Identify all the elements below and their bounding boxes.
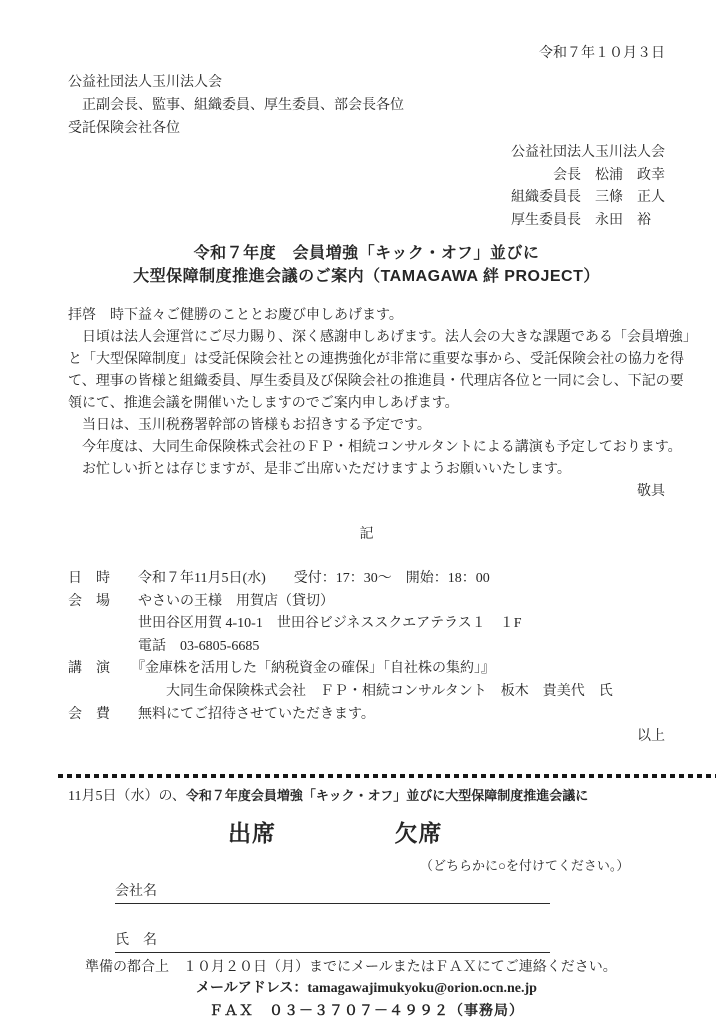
detail-lecture-title: 講 演 『金庫株を活用した「納税資金の確保」「自社株の集約」』: [68, 661, 495, 677]
reply-intro-bold: 令和７年度会員増強「キック・オフ」並びに大型保障制度推進会議に: [185, 788, 589, 804]
dotted-separator: [58, 774, 716, 778]
reply-intro-plain: 11月5日（水）の、: [68, 789, 186, 805]
detail-datetime: 日 時 令和７年11月5日(水) 受付：17：30～ 開始：18：00: [68, 571, 490, 586]
attend-option: 出席: [228, 820, 276, 847]
contact-email: メールアドレス：tamagawajimukyoku@orion.ocn.ne.jp: [196, 981, 537, 997]
sender-organization: 公益社団法人玉川法人会: [511, 145, 665, 160]
sender-organization-chair: 組織委員長 三條 正人: [511, 190, 665, 205]
reply-intro: [68, 786, 665, 806]
detail-address: 世田谷区用賀 4-10-1 世田谷ビジネススクエアテラス１ １F: [68, 616, 522, 632]
company-name-field: [115, 881, 550, 904]
letter-date: 令和７年１０月３日: [539, 46, 665, 61]
sender-block: [511, 142, 665, 232]
detail-fee: 会 費 無料にてご招待させていただきます。: [68, 706, 375, 722]
end-marker-ijou: 以上: [637, 729, 665, 745]
circle-instruction-note: （どちらかに○を付けてください。）: [420, 858, 630, 874]
body-line: 当日は、玉川税務署幹部の皆様もお招きする予定です。: [68, 418, 431, 433]
recipient-line: 正副会長、監事、組織委員、厚生委員、部会長各位: [68, 98, 404, 113]
body-line: 領にて、推進会議を開催いたしますのでご案内申しあげます。: [68, 396, 459, 411]
body-line: お忙しい折とは存じますが、是非ご出席いただけますようお願いいたします。: [68, 462, 571, 477]
event-details: [68, 568, 665, 726]
body-line: 今年度は、大同生命保険株式会社のＦＰ・相続コンサルタントによる講演も予定しております。: [68, 440, 682, 455]
letter-body: [68, 305, 697, 481]
letter-title: [68, 242, 665, 288]
sender-chairman: 会長 松浦 政幸: [511, 167, 665, 183]
letter-title-line-2: 大型保障制度推進会議のご案内（TAMAGAWA 絆 PROJECT）: [133, 268, 600, 285]
recipient-block: [68, 71, 665, 140]
recipient-line: 受託保険会社各位: [68, 121, 180, 136]
closing-keigu: 敬具: [637, 484, 665, 499]
body-line: 日頃は法人会運営にご尽力賜り、深く感謝申しあげます。法人会の大きな課題である「会員増強」: [68, 330, 697, 345]
body-line: と「大型保障制度」は受託保険会社との連携強化が非常に重要な事から、受託保険会社の協力を得: [68, 352, 684, 367]
sender-welfare-chair: 厚生委員長 永田 裕: [511, 212, 651, 228]
detail-venue: 会 場 やさいの王様 用賀店（貸切）: [68, 593, 334, 609]
attendance-row: [68, 818, 665, 853]
reply-deadline: 準備の都合上 １０月２０日（月）までにメールまたはＦＡＸにてご連絡ください。: [85, 960, 617, 976]
record-marker-ki: 記: [359, 527, 374, 542]
letter-title-line-1: 令和７年度 会員増強「キック・オフ」並びに: [193, 245, 540, 262]
contact-fax: ＦＡＸ ０３－３７０７－４９９２（事務局）: [209, 1004, 524, 1020]
company-name-label: 会社名: [115, 884, 157, 900]
body-line: 拝啓 時下益々ご健勝のこととお慶び申しあげます。: [68, 308, 403, 323]
absent-option: 欠席: [394, 820, 443, 847]
full-name-label: 氏 名: [115, 933, 157, 949]
recipient-line: 公益社団法人玉川法人会: [68, 75, 222, 90]
detail-phone: 電話 03-6805-6685: [68, 638, 260, 654]
body-line: て、理事の皆様と組織委員、厚生委員及び保険会社の推進員・代理店各位と一同に会し、下記の要: [68, 374, 684, 389]
full-name-field: [115, 930, 550, 953]
detail-lecture-speaker: 大同生命保険株式会社 ＦＰ・相続コンサルタント 板木 貴美代 氏: [68, 683, 613, 699]
